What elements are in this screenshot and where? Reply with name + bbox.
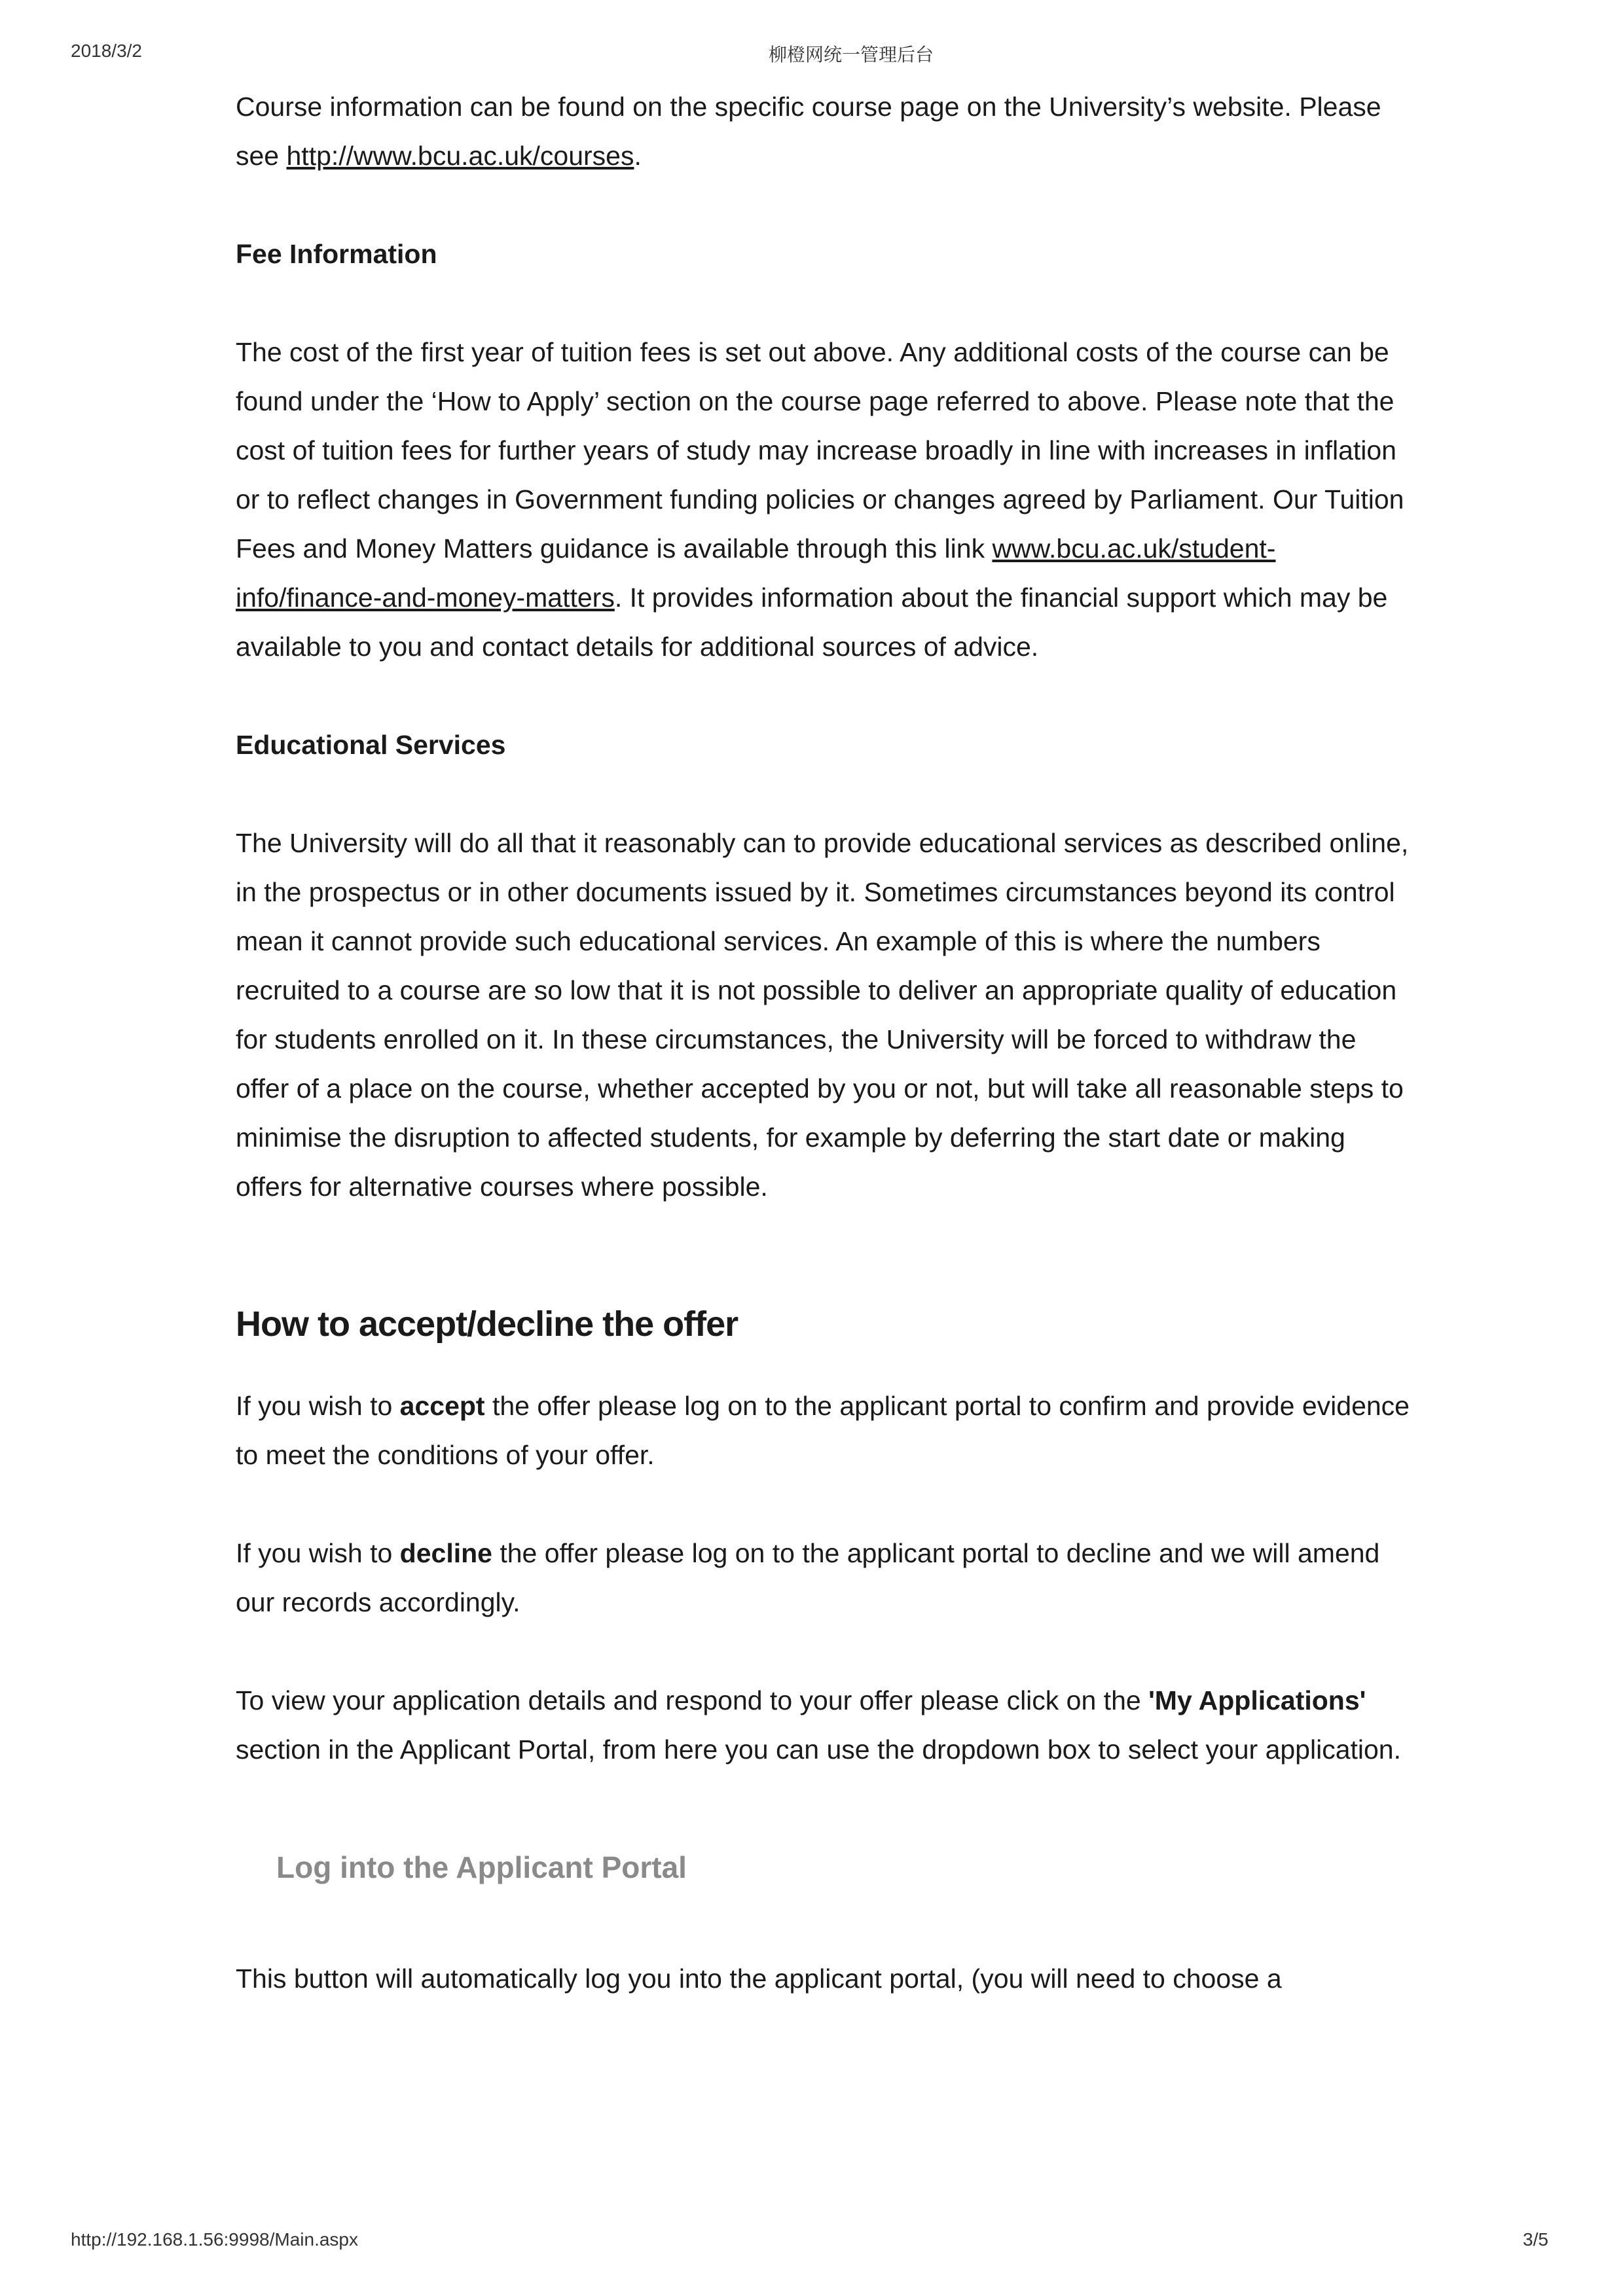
applicant-portal-login-button[interactable]: Log into the Applicant Portal — [276, 1850, 687, 1884]
document-body — [236, 82, 1414, 2003]
fee-information-paragraph: The cost of the first year of tuition fees is set out above. Any additional costs of the course can be found under the ‘How to Apply’ section on the course page referred to above. Please note that the cost of tuition fees for further years of study may increase broadly in line with increases in inflation or to reflect changes in Government funding policies or changes agreed by Parliament. Our Tuition Fees and Money Matters guidance is available through this link www.bcu.ac.uk/student-info/finance-and-money-matters. It provides information about the financial support which may be available to you and contact details for additional sources of advice. — [236, 337, 1404, 662]
print-page-number: 3/5 — [1523, 2229, 1548, 2250]
educational-services-paragraph: The University will do all that it reasonably can to provide educational services as described online, in the prospectus or in other documents issued by it. Sometimes circumstances beyond its control mean it cannot provide such educational services. An example of this is where the numbers recruited to a course are so low that it is not possible to deliver an appropriate quality of education for students enrolled on it. In these circumstances, the University will be forced to withdraw the offer of a place on the course, whether accepted by you or not, but will take all reasonable steps to minimise the disruption to affected students, for example by deferring the start date or making offers for alternative courses where possible. — [236, 828, 1409, 1202]
print-date: 2018/3/2 — [71, 41, 142, 61]
fee-information-heading: Fee Information — [236, 239, 437, 269]
course-info-paragraph: Course information can be found on the specific course page on the University’s website. Please see http://www.bcu.ac.uk/courses. — [236, 92, 1381, 171]
finance-money-matters-link[interactable]: www.bcu.ac.uk/student-info/finance-and-money-matters — [236, 533, 1276, 613]
courses-link[interactable]: http://www.bcu.ac.uk/courses — [286, 141, 634, 171]
decline-paragraph: If you wish to decline the offer please log on to the applicant portal to decline and we will amend our records accordingly. — [236, 1538, 1380, 1617]
accept-decline-heading: How to accept/decline the offer — [236, 1304, 739, 1344]
view-applications-paragraph: To view your application details and respond to your offer please click on the 'My Applications' section in the Applicant Portal, from here you can use the dropdown box to select your application. — [236, 1685, 1401, 1765]
print-footer-url: http://192.168.1.56:9998/Main.aspx — [71, 2229, 358, 2250]
print-header-title: 柳橙网统一管理后台 — [769, 44, 934, 65]
portal-button-note: This button will automatically log you into the applicant portal, (you will need to choose a — [236, 1964, 1282, 1994]
accept-paragraph: If you wish to accept the offer please log on to the applicant portal to confirm and provide evidence to meet the conditions of your offer. — [236, 1391, 1410, 1470]
educational-services-heading: Educational Services — [236, 730, 506, 760]
